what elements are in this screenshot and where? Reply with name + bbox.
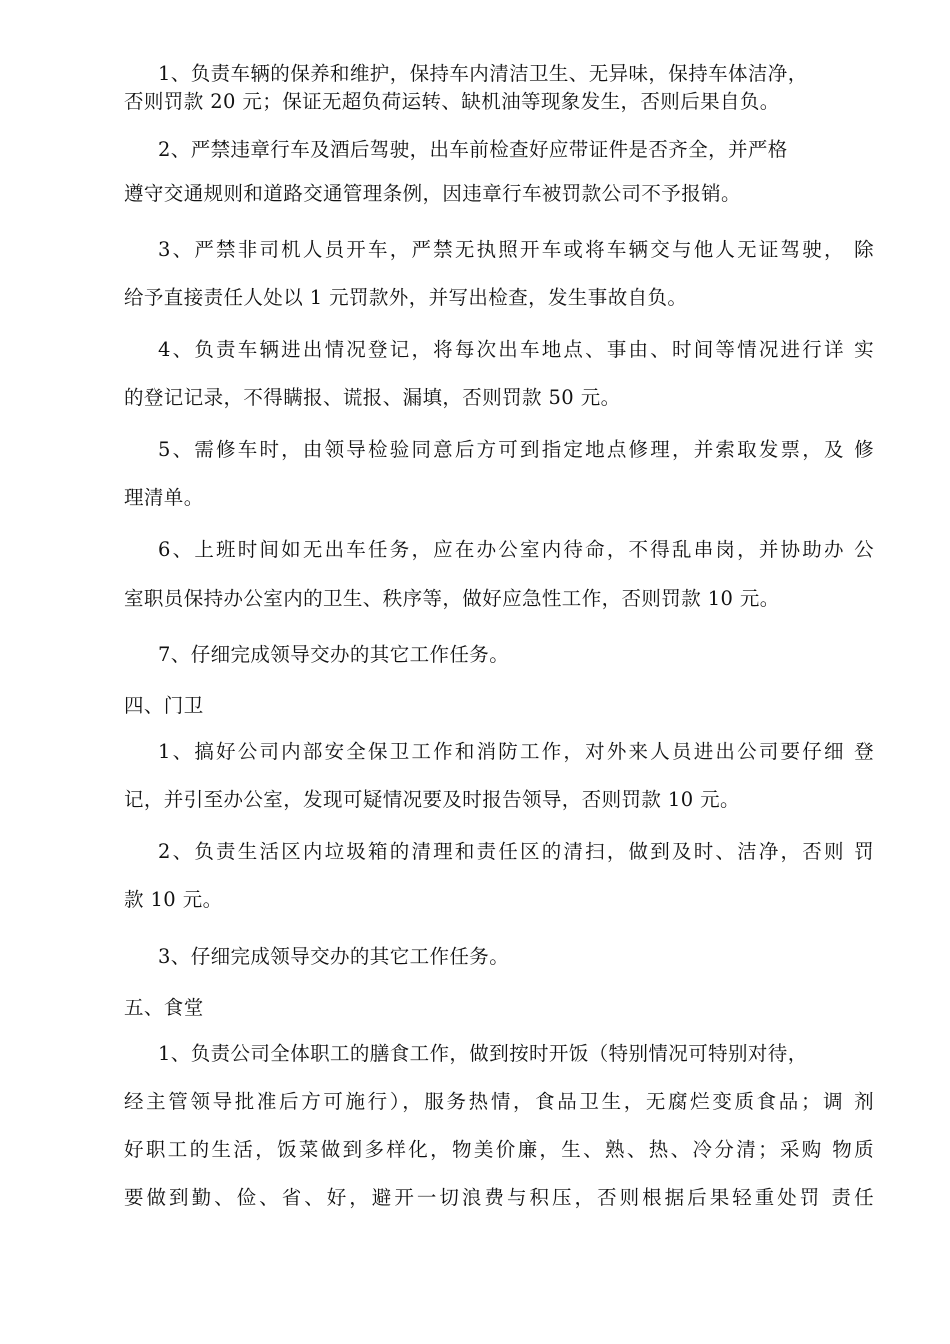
text-line: 4、负责车辆进出情况登记，将每次出车地点、事由、时间等情况进行详 实 bbox=[158, 338, 874, 361]
text-line: 室职员保持办公室内的卫生、秩序等，做好应急性工作，否则罚款 10 元。 bbox=[124, 587, 780, 610]
text-line: 经主管领导批准后方可施行），服务热情，食品卫生，无腐烂变质食品；调 剂 bbox=[124, 1090, 874, 1113]
text-line: 要做到勤、俭、省、好，避开一切浪费与积压，否则根据后果轻重处罚 责任 bbox=[124, 1186, 874, 1209]
text-line: 2、严禁违章行车及酒后驾驶，出车前检查好应带证件是否齐全，并严格 bbox=[158, 138, 788, 161]
text-line: 理清单。 bbox=[124, 486, 204, 509]
text-line: 给予直接责任人处以 1 元罚款外，并写出检查，发生事故自负。 bbox=[124, 286, 688, 309]
text-line: 款 10 元。 bbox=[124, 888, 223, 911]
text-line: 5、需修车时，由领导检验同意后方可到指定地点修理，并索取发票，及 修 bbox=[158, 438, 874, 461]
text-line: 的登记记录，不得瞒报、谎报、漏填，否则罚款 50 元。 bbox=[124, 386, 621, 409]
text-line: 否则罚款 20 元；保证无超负荷运转、缺机油等现象发生，否则后果自负。 bbox=[124, 90, 780, 113]
text-line: 1、负责车辆的保养和维护，保持车内清洁卫生、无异味，保持车体洁净， bbox=[158, 62, 808, 85]
text-line: 记，并引至办公室，发现可疑情况要及时报告领导，否则罚款 10 元。 bbox=[124, 788, 740, 811]
text-line: 遵守交通规则和道路交通管理条例，因违章行车被罚款公司不予报销。 bbox=[124, 182, 741, 205]
text-line: 2、负责生活区内垃圾箱的清理和责任区的清扫，做到及时、洁净，否则 罚 bbox=[158, 840, 874, 863]
text-line: 好职工的生活，饭菜做到多样化，物美价廉，生、熟、热、冷分清；采购 物质 bbox=[124, 1138, 874, 1161]
section-heading: 四、门卫 bbox=[124, 694, 204, 717]
text-line: 3、仔细完成领导交办的其它工作任务。 bbox=[158, 945, 510, 968]
text-line: 7、仔细完成领导交办的其它工作任务。 bbox=[158, 643, 510, 666]
text-line: 1、搞好公司内部安全保卫工作和消防工作，对外来人员进出公司要仔细 登 bbox=[158, 740, 874, 763]
text-line: 1、负责公司全体职工的膳食工作，做到按时开饭（特别情况可特别对待， bbox=[158, 1042, 808, 1065]
section-heading: 五、食堂 bbox=[124, 996, 204, 1019]
text-line: 3、严禁非司机人员开车，严禁无执照开车或将车辆交与他人无证驾驶， 除 bbox=[158, 238, 874, 261]
text-line: 6、上班时间如无出车任务，应在办公室内待命，不得乱串岗，并协助办 公 bbox=[158, 538, 874, 561]
